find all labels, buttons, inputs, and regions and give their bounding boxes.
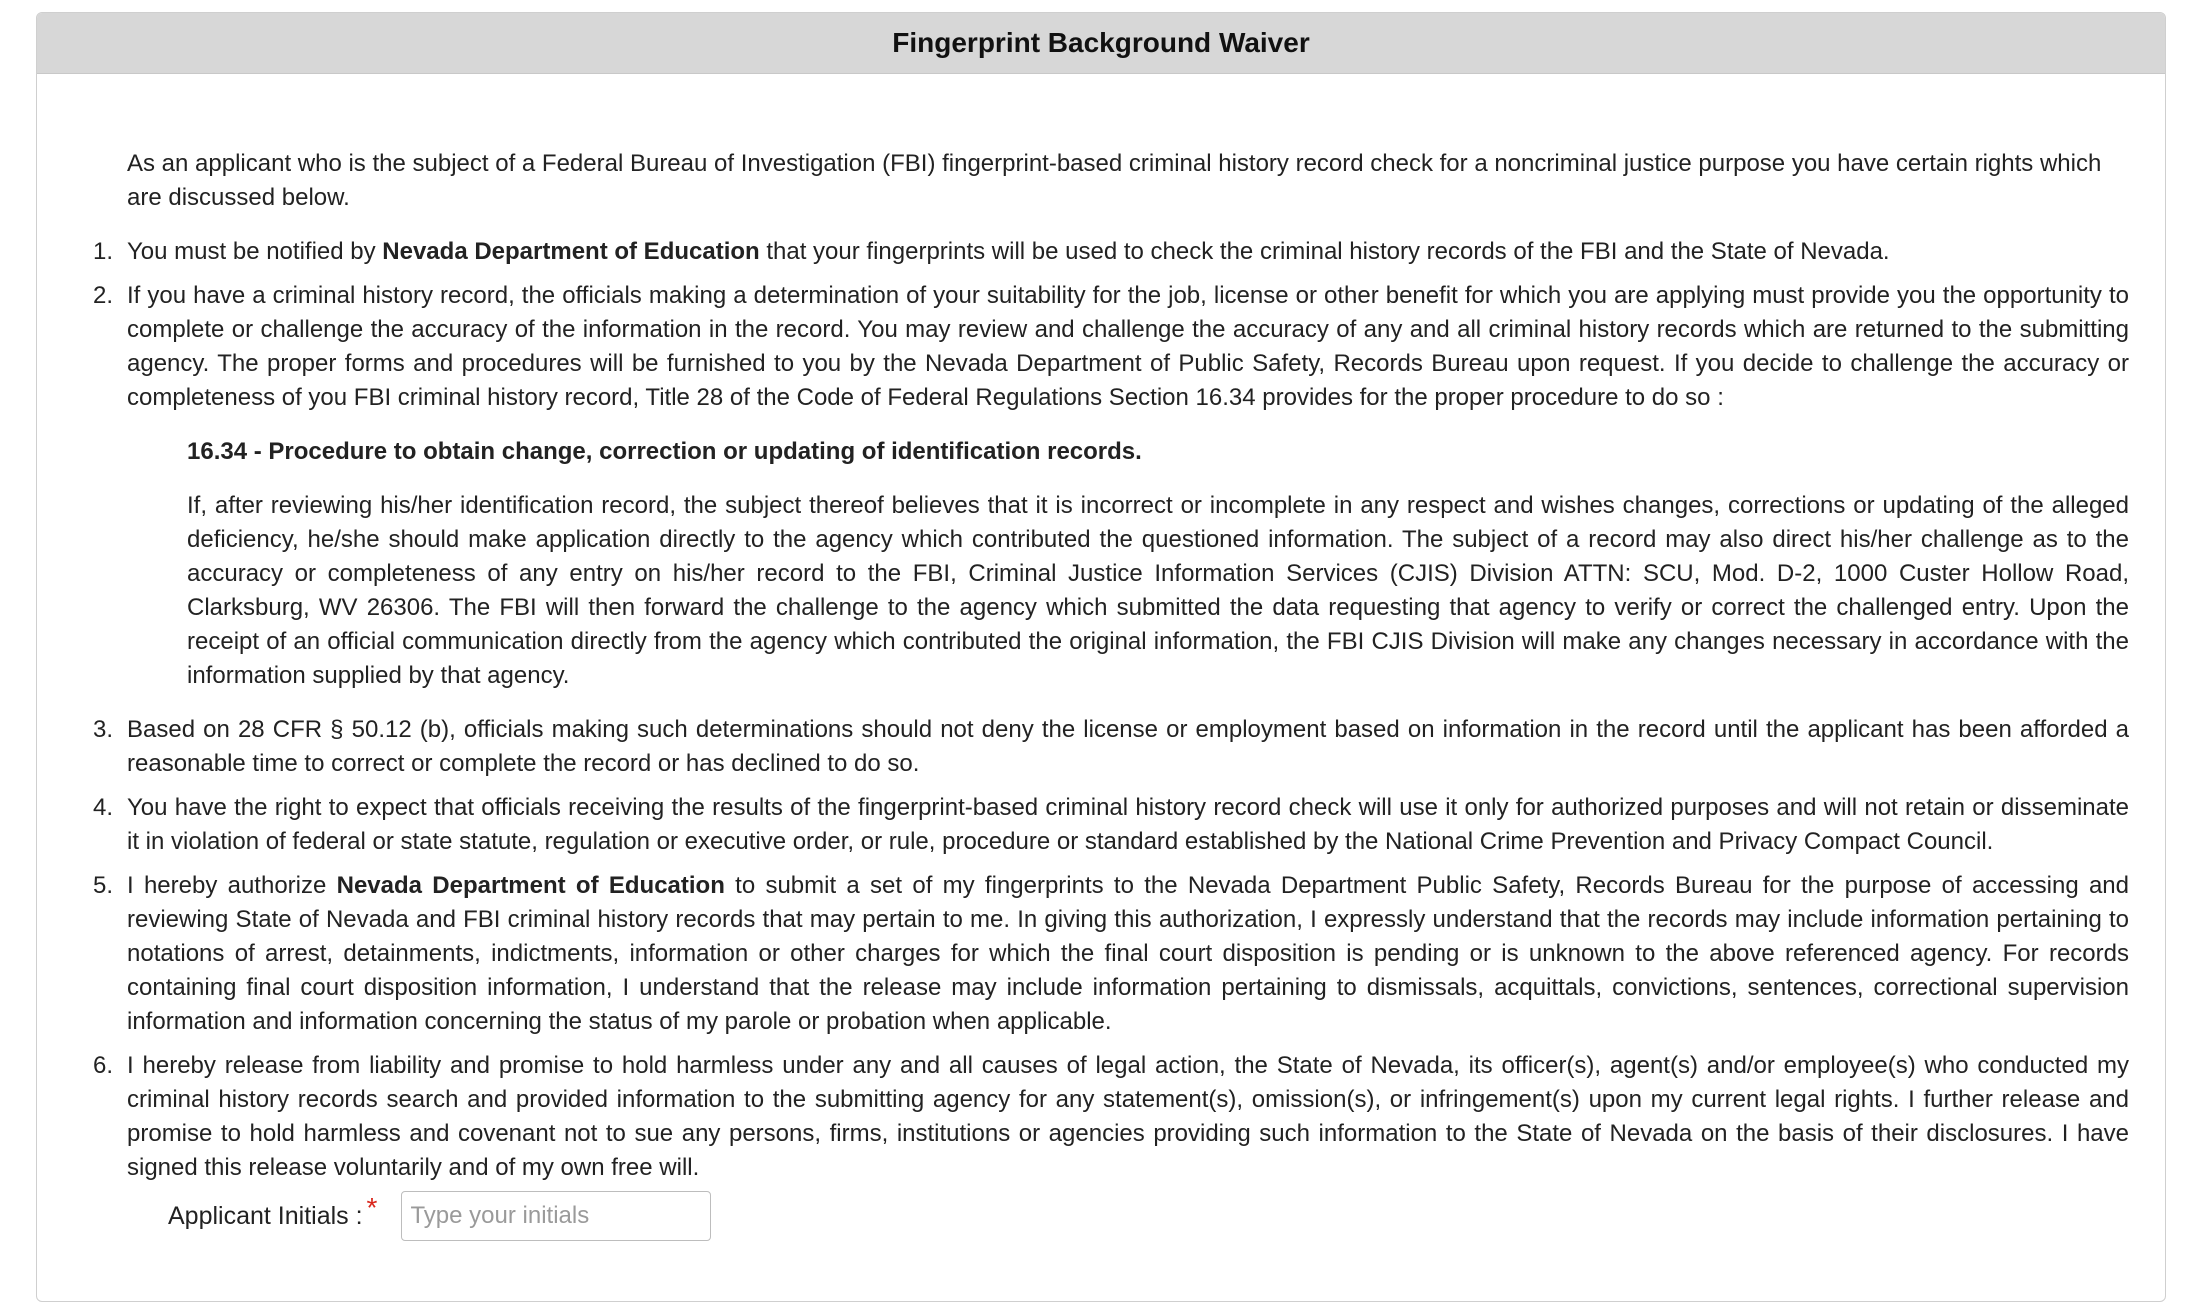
list-item-2	[93, 279, 2129, 693]
item-number: 2.	[93, 282, 114, 309]
list-item-6	[93, 1049, 2129, 1185]
item-number: 4.	[93, 794, 114, 821]
agency-name: Nevada Department of Education	[382, 238, 760, 265]
item-number: 3.	[93, 716, 114, 743]
item-number: 5.	[93, 872, 114, 899]
panel-title: Fingerprint Background Waiver	[37, 13, 2165, 74]
regulation-heading: 16.34 - Procedure to obtain change, correction or updating of identification records.	[187, 438, 1142, 465]
list-item-1	[93, 235, 2129, 269]
regulation-body: If, after reviewing his/her identification record, the subject thereof believes that it is incorrect or incomplete in any respect and wishes changes, corrections or updating of the alleged deficiency, he/she should make application directly to the agency which contributed the questioned information. The subject of a record may also direct his/her challenge as to the accuracy or completeness of any entry on his/her record to the FBI, Criminal Justice Information Services (CJIS) Division ATTN: SCU, Mod. D-2, 1000 Custer Hollow Road, Clarksburg, WV 26306. The FBI will then forward the challenge to the agency which submitted the data requesting that agency to verify or correct the challenged entry. Upon the receipt of an official communication directly from the agency which contributed the original information, the FBI CJIS Division will make any changes necessary in accordance with the information supplied by that agency.	[187, 492, 2129, 689]
item-text-before: You must be notified by	[127, 238, 383, 265]
item-text: You have the right to expect that officials receiving the results of the fingerprint-based criminal history record check will use it only for authorized purposes and will not retain or disseminate it in violation of federal or state statute, regulation or executive order, or rule, procedure or standard established by the National Crime Prevention and Privacy Compact Council.	[127, 794, 2129, 855]
item-text-before: I hereby authorize	[127, 872, 337, 899]
list-item-5	[93, 869, 2129, 1039]
applicant-initials-input[interactable]	[401, 1191, 711, 1241]
waiver-panel	[36, 12, 2166, 1302]
agency-name: Nevada Department of Education	[336, 872, 725, 899]
item-text-after: to submit a set of my fingerprints to the Nevada Department Public Safety, Records Bureau for the purpose of accessing and reviewing State of Nevada and FBI criminal history records that may pertain to me. In giving this authorization, I expressly understand that the records may include information pertaining to notations of arrest, detainments, indictments, information or other charges for which the final court disposition is pending or is unknown to the above referenced agency. For records containing final court disposition information, I understand that the release may include information pertaining to dismissals, acquittals, convictions, sentences, correctional supervision information and information concerning the status of my parole or probation when applicable.	[127, 872, 2129, 1035]
required-asterisk: *	[366, 1192, 378, 1223]
item-text-after: that your fingerprints will be used to check the criminal history records of the FBI and the State of Nevada.	[759, 238, 1890, 265]
applicant-initials-label: Applicant Initials :	[168, 1201, 363, 1230]
item-number: 6.	[93, 1052, 114, 1079]
intro-paragraph: As an applicant who is the subject of a Federal Bureau of Investigation (FBI) fingerprint-based criminal history record check for a noncriminal justice purpose you have certain rights which are discussed below.	[127, 150, 2102, 211]
list-item-4	[93, 791, 2129, 859]
list-item-3	[93, 713, 2129, 781]
item-number: 1.	[93, 238, 114, 265]
item-text: If you have a criminal history record, the officials making a determination of your suitability for the job, license or other benefit for which you are applying must provide you the opportunity to complete or challenge the accuracy of the information in the record. You may review and challenge the accuracy of any and all criminal history records which are returned to the submitting agency. The proper forms and procedures will be furnished to you by the Nevada Department of Public Safety, Records Bureau upon request. If you decide to challenge the accuracy or completeness of you FBI criminal history record, Title 28 of the Code of Federal Regulations Section 16.34 provides for the proper procedure to do so :	[127, 282, 2129, 411]
item-text: I hereby release from liability and promise to hold harmless under any and all causes of legal action, the State of Nevada, its officer(s), agent(s) and/or employee(s) who conducted my criminal history records search and provided information to the submitting agency for any statement(s), omission(s), or infringement(s) upon my current legal rights. I further release and promise to hold harmless and covenant not to sue any persons, firms, institutions or agencies providing such information to the State of Nevada on the basis of their disclosures. I have signed this release voluntarily and of my own free will.	[127, 1052, 2129, 1181]
item-text: Based on 28 CFR § 50.12 (b), officials making such determinations should not deny the license or employment based on information in the record until the applicant has been afforded a reasonable time to correct or complete the record or has declined to do so.	[127, 716, 2129, 777]
waiver-content	[37, 147, 2165, 1185]
applicant-initials-row	[168, 1191, 711, 1241]
rights-list	[37, 235, 2129, 1185]
